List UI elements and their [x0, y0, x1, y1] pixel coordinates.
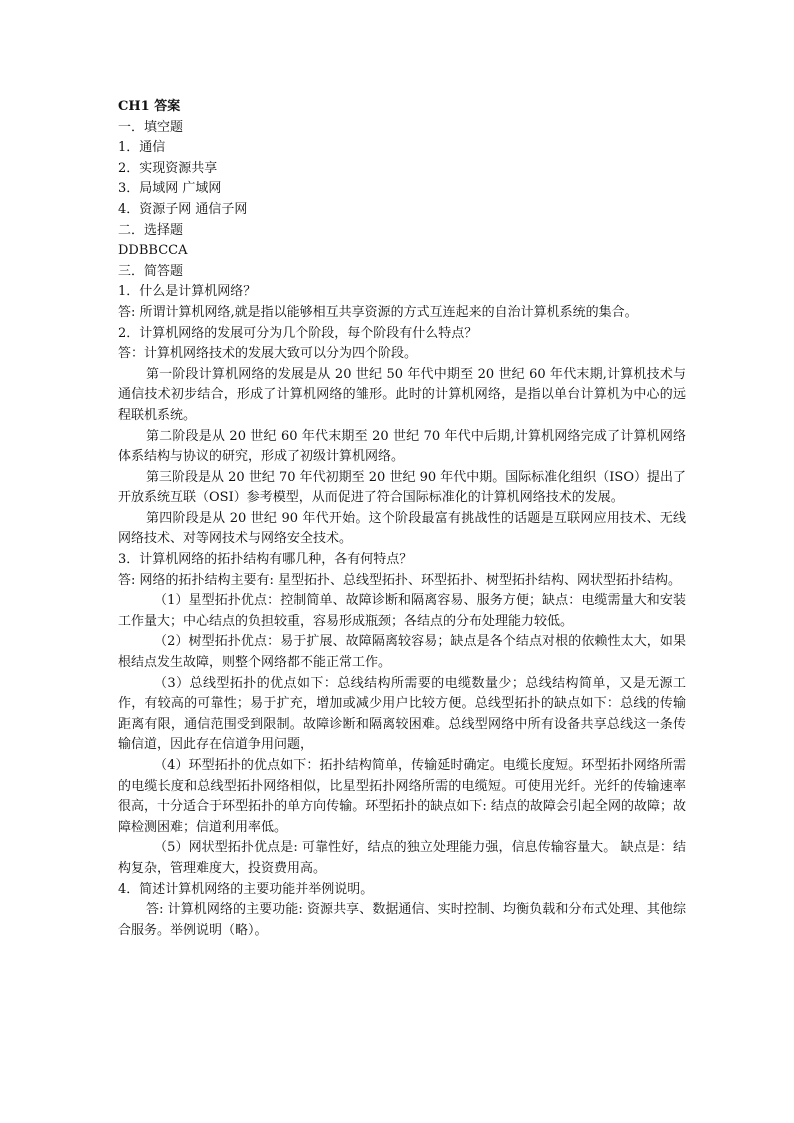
answer-3-item: （1）星型拓扑优点：控制简单、故障诊断和隔离容易、服务方便；缺点：电缆需量大和安装工作量大；中心结点的负担较重，容易形成瓶颈；各结点的分布处理能力较低。 — [118, 593, 686, 629]
answer-4: 答: 计算机网络的主要功能: 资源共享、数据通信、实时控制、均衡负载和分布式处理、其他综合服务。举例说明（略）。 — [118, 902, 686, 938]
answer-3-item: （3）总线型拓扑的优点如下：总线结构所需要的电缆数量少；总线结构简单，又是无源工作，有较高的可靠性；易于扩充，增加或减少用户比较方便。总线型拓扑的缺点如下：总线的传输距离有限，通信范围受到限制。故障诊断和隔离较困难。总线型网络中所有设备共享总线这一条传输信道，因此存在信道争用问题， — [118, 675, 686, 753]
answer-1: 答: 所谓计算机网络,就是指以能够相互共享资源的方式互连起来的自治计算机系统的集合。 — [118, 304, 638, 320]
answer-2-intro: 答：计算机网络技术的发展大致可以分为四个阶段。 — [118, 346, 418, 362]
question-4: 4．简述计算机网络的主要功能并举例说明。 — [118, 881, 374, 897]
section-heading-choice: 二．选择题 — [118, 222, 184, 238]
fill-answer: 3．局域网 广域网 — [118, 181, 222, 197]
answer-2-stage: 第三阶段是从 20 世纪 70 年代初期至 20 世纪 90 年代中期。国际标准化组织（ISO）提出了开放系统互联（OSI）参考模型，从而促进了符合国际标准化的计算机网络技术的发展。 — [118, 469, 686, 506]
fill-answer: 4．资源子网 通信子网 — [118, 201, 248, 217]
answer-3-item: （4）环型拓扑的优点如下：拓扑结构简单，传输延时确定。电缆长度短。环型拓扑网络所需的电缆长度和总线型拓扑网络相似，比星型拓扑网络所需的电缆短。可使用光纤。光纤的传输速率很高，十分适合于环型拓扑的单方向传输。环型拓扑的缺点如下: 结点的故障会引起全网的故障；故障检测困难；信道利用率低。 — [118, 758, 686, 835]
answer-2-stage: 第一阶段计算机网络的发展是从 20 世纪 50 年代中期至 20 世纪 60 年代末期,计算机技术与通信技术初步结合，形成了计算机网络的雏形。此时的计算机网络，是指以单台计算机为中心的远程联机系统。 — [118, 366, 686, 423]
answer-3-item: （2）树型拓扑优点：易于扩展、故障隔离较容易；缺点是各个结点对根的依赖性太大，如果根结点发生故障，则整个网络都不能正常工作。 — [118, 634, 686, 671]
choice-answer: DDBBCCA — [118, 243, 188, 259]
fill-answer: 1．通信 — [118, 140, 166, 156]
section-heading-short-answer: 三．简答题 — [118, 263, 184, 279]
document-body — [118, 97, 686, 941]
question-1: 1．什么是计算机网络？ — [118, 284, 257, 300]
question-3: 3．计算机网络的拓扑结构有哪几种，各有何特点？ — [118, 552, 413, 568]
answer-2-stage: 第四阶段是从 20 世纪 90 年代开始。这个阶段最富有挑战性的话题是互联网应用技术、无线网络技术、对等网技术与网络安全技术。 — [118, 510, 686, 547]
answer-3-intro: 答: 网络的拓扑结构主要有: 星型拓扑、总线型拓扑、环型拓扑、树型拓扑结构、网状型拓扑结构。 — [118, 572, 682, 588]
fill-answer: 2．实现资源共享 — [118, 160, 218, 176]
section-heading-fill: 一．填空题 — [118, 119, 184, 135]
answer-2-stage: 第二阶段是从 20 世纪 60 年代末期至 20 世纪 70 年代中后期,计算机网络完成了计算机网络体系结构与协议的研究，形成了初级计算机网络。 — [118, 428, 686, 465]
question-2: 2．计算机网络的发展可分为几个阶段，每个阶段有什么特点？ — [118, 325, 478, 341]
answer-3-item: （5）网状型拓扑优点是: 可靠性好，结点的独立处理能力强，信息传输容量大。 缺点是：结构复杂，管理难度大，投资费用高。 — [118, 840, 686, 876]
page-title: CH1 答案 — [118, 99, 181, 114]
